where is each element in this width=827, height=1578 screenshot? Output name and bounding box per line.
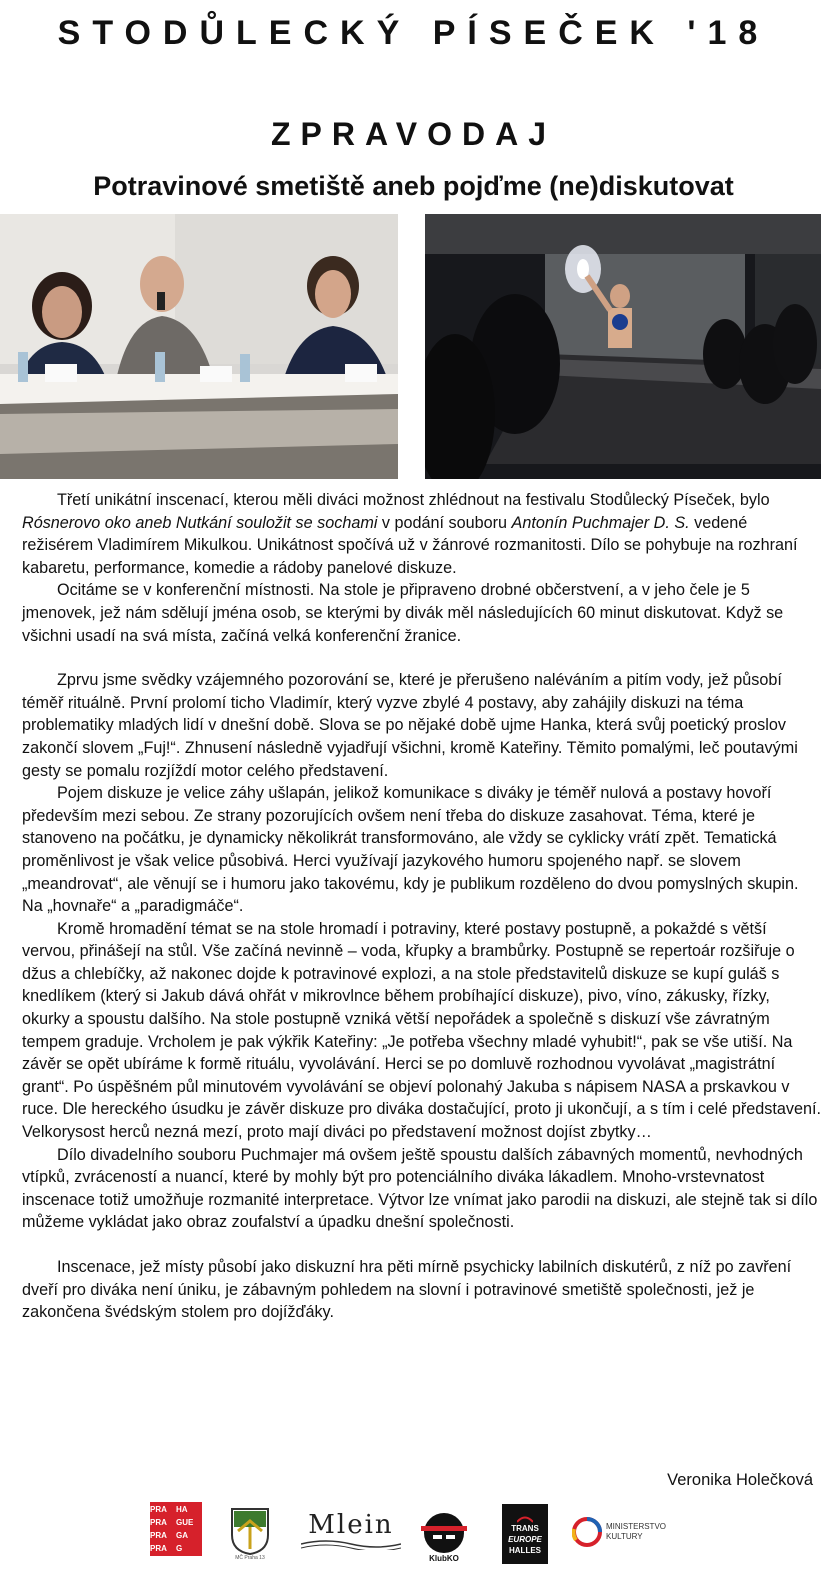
ensemble-name: Antonín Puchmajer D. S. [511, 513, 690, 532]
coat-of-arms-logo [228, 1502, 272, 1566]
panel-discussion-photo [0, 214, 398, 479]
author-signature: Veronika Holečková [667, 1471, 813, 1489]
sponsor-logos [0, 1502, 827, 1572]
article-body [22, 489, 822, 1324]
article-paragraph-7: Inscenace, jež místy působí jako diskuzní hra pěti mírně psychicky labilních diskutérů, z níž po zavření dveří pro diváka není úniku, je zábavným pohledem na slovní i potravinové smetiště společnosti, jež je zakončena švédským stolem pro dojížďáky. [22, 1258, 792, 1322]
article-paragraph-4: Pojem diskuze je velice záhy ušlapán, jelikož komunikace s diváky je téměř nulová a postavy hovoří především mezi sebou. Ze strany pozorujících ovšem není třeba do diskuze zasahovat. Téma, které je stanoveno na počátku, je dynamicky několikrát transformováno, ale vždy se cyklicky vrátí zpět. Tematická proměnlivost je však velice působivá. Herci využívají jazykového humoru spojeného např. se slovem „meandrovat“, ale věnují se i humoru jako takovému, kdy je publikum rozděleno do dvou pomyslných skupin. Na „hovnaře“ a „paradigmáče“. [22, 784, 799, 916]
ministry-emblem-icon [572, 1517, 602, 1547]
bridge-icon [517, 1513, 533, 1523]
trans-europe-halles-logo: TRANS EUROPE HALLES [502, 1504, 548, 1564]
klubko-mascot-icon [421, 1508, 467, 1554]
coat-of-arms-caption: MČ Praha 13 [235, 1555, 265, 1561]
performance-photo [425, 214, 821, 479]
coat-of-arms-icon [230, 1507, 270, 1555]
article-headline: Potravinové smetiště aneb pojďme (ne)diskutovat [93, 171, 734, 201]
article-paragraph-5: Kromě hromadění témat se na stole hromadí i potraviny, které postavy postupně, a pokaždé s větší vervou, přinášejí na stůl. Vše začíná nevinně – voda, křupky a brambůrky. Postupně se repertoár rozšiřuje o džus a chlebíčky, až nakonec dojde k potravinové explozi, a na stole představitelů diskuze se kupí guláš s knedlíkem (který si Jakub dává ohřát v mikrovlnce během probíhající diskuze), pivo, víno, zákusky, řízky, okurky a spoustu dalšího. Na stole postupně vzniká větší nepořádek a společně s diskuzí vše závratným tempem graduje. Vrcholem je pak výkřik Kateřiny: „Je potřeba všechny mladé vyhubit!“, pak se vše utiší. Na závěr se opět ubíráme k formě rituálu, vyvolávání. Herci se po domluvě rozhodnou vyvolávat „magistrátní grant“. Po úspěšném půl minutovém vyvolávání se objeví polonahý Jakuba s nápisem NASA a prskavkou v ruce. Dle hereckého úsudku je závěr diskuze pro diváka dostačující, proto ji ukončují, a s tím i celé představení. Velkorysost herců nezná mezí, proto mají diváci po představení možnost dojíst zbytky… [22, 919, 821, 1142]
article-paragraph-2: Ocitáme se v konferenční místnosti. Na stole je připraveno drobné občerstvení, a v jeho čele je 5 jmenovek, jež nám sdělují jména osob, se kterými by divák měl následujících 60 minut diskutovat. Když se všichni usadí na svá místa, začíná velká konferenční žranice. [22, 581, 784, 645]
mlein-logo: Mlein [296, 1510, 406, 1550]
article-paragraph-1: Třetí unikátní inscenací, kterou měli diváci možnost zhlédnout na festivalu Stodůlecký Píseček, bylo Rósnerovo oko aneb Nutkání souložit se sochami v podání souboru Antonín Puchmajer D. S. vedené režisérem Vladimírem Mikulkou. Unikátnost spočívá už v žánrové rozmanitosti. Dílo se pohybuje na rozhraní kabaretu, performance, komedie a rádoby panelové diskuze. [22, 491, 798, 577]
play-title: Rósnerovo oko aneb Nutkání souložit se sochami [22, 513, 378, 532]
wave-icon [301, 1540, 401, 1550]
section-title: ZPRAVODAJ [271, 116, 556, 152]
ministry-of-culture-logo: MINISTERSTVO KULTURY [572, 1514, 684, 1550]
article-paragraph-6: Dílo divadelního souboru Puchmajer má ovšem ještě spoustu dalších zábavných momentů, nevhodných vtípků, zvráceností a nuancí, které by mohly být pro potenciálního diváka lákadlem. Mnoho-vrstevnatost inscenace totiž umožňuje rozmanité interpretace. Výtvor lze vnímat jako parodii na diskuzi, ale stejně tak si dílo můžeme vykládat jako obraz zoufalství a úpadku dnešní společnosti. [22, 1145, 818, 1232]
article-paragraph-3: Zprvu jsme svědky vzájemného pozorování se, které je přerušeno naléváním a pitím vody, jež působí téměř rituálně. První prolomí ticho Vladimír, který vyzve zbylé 4 postavy, aby zahájily diskuzi na téma problematiky mladých lidí v dnešní době. Slova se po nějaké době ujme Hanka, která svůj poetický proslov zakončí slovem „Fuj!“. Zhnusení následně vyjadřují všichni, kromě Kateřiny. Těmito pomalými, leč poutavými gesty se pomalu rozjíždí motor celého představení. [22, 671, 798, 780]
klubko-logo: KlubKO [420, 1502, 468, 1568]
masthead-title: STODŮLECKÝ PÍSEČEK '18 [57, 14, 770, 52]
praha-logo: PRA HA PRA GUE PRA GA PRA G [150, 1502, 202, 1556]
